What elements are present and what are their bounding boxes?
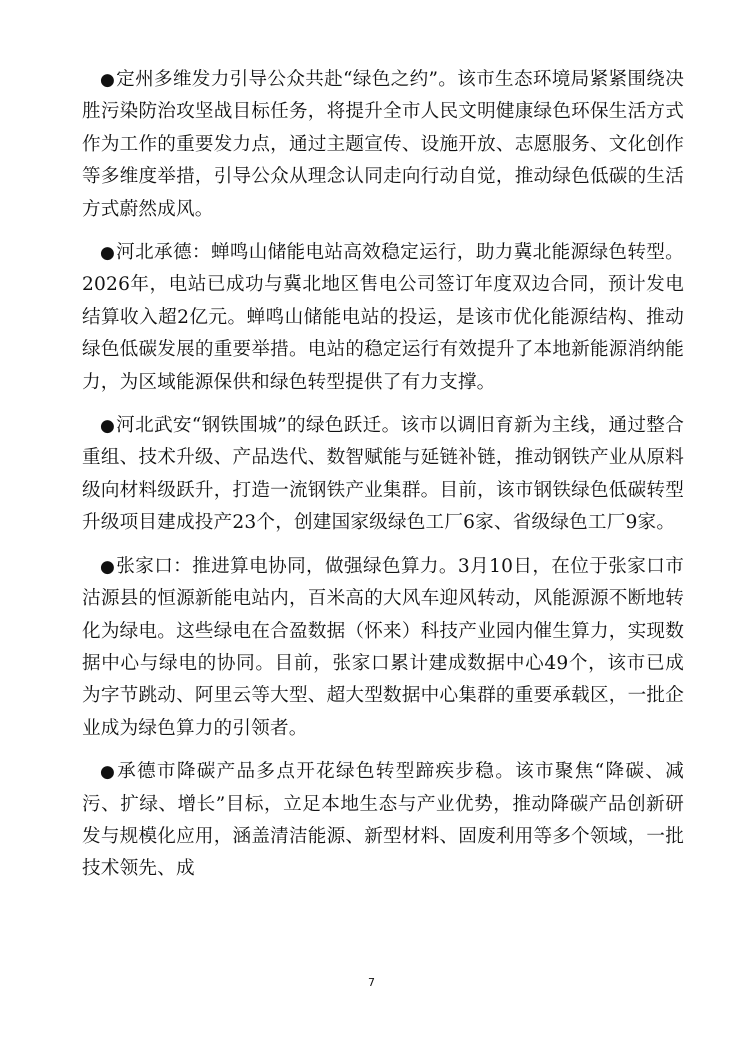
paragraph-wuan-steel <box>82 410 684 540</box>
paragraph-chengde-carbon <box>82 756 684 886</box>
paragraph-chengde-storage <box>82 237 684 399</box>
paragraph-text: 承德市降碳产品多点开花绿色转型蹄疾步稳。该市聚焦“降碳、减污、扩绿、增长”目标，立足本地生态与产业优势，推动降碳产品创新研发与规模化应用，涵盖清洁能源、新型材料、固废利用等多个领域，一批技术领先、成 <box>82 761 684 880</box>
bullet-icon: ● <box>100 243 116 264</box>
bullet-icon: ● <box>100 416 116 437</box>
document-body <box>82 64 684 897</box>
bullet-icon: ● <box>100 762 117 783</box>
paragraph-dingzhou <box>82 64 684 226</box>
paragraph-text: 张家口：推进算电协同，做强绿色算力。3月10日，在位于张家口市沽源县的恒源新能电站内，百米高的大风车迎风转动，风能源源不断地转化为绿电。这些绿电在合盈数据（怀来）科技产业园内催生算力，实现数据中心与绿电的协同。目前，张家口累计建成数据中心49个，该市已成为字节跳动、阿里云等大型、超大型数据中心集群的重要承载区，一批企业成为绿色算力的引领者。 <box>82 555 684 739</box>
page-number: 7 <box>368 976 375 989</box>
paragraph-text: 定州多维发力引导公众共赴“绿色之约”。该市生态环境局紧紧围绕决胜污染防治攻坚战目标任务，将提升全市人民文明健康绿色环保生活方式作为工作的重要发力点，通过主题宣传、设施开放、志愿服务、文化创作等多维度举措，引导公众从理念认同走向行动自觉，推动绿色低碳的生活方式蔚然成风。 <box>82 69 684 220</box>
paragraph-zhangjiakou <box>82 551 684 745</box>
bullet-icon: ● <box>100 70 116 90</box>
bullet-icon: ● <box>100 556 116 577</box>
paragraph-text: 河北武安“钢铁围城”的绿色跃迁。该市以调旧育新为主线，通过整合重组、技术升级、产品迭代、数智赋能与延链补链，推动钢铁产业从原料级向材料级跃升，打造一流钢铁产业集群。目前，该市钢铁绿色低碳转型升级项目建成投产23个，创建国家级绿色工厂6家、省级绿色工厂9家。 <box>82 415 684 534</box>
paragraph-text: 河北承德：蝉鸣山储能电站高效稳定运行，助力冀北能源绿色转型。2026年，电站已成功与冀北地区售电公司签订年度双边合同，预计发电结算收入超2亿元。蝉鸣山储能电站的投运，是该市优化能源结构、推动绿色低碳发展的重要举措。电站的稳定运行有效提升了本地新能源消纳能力，为区域能源保供和绿色转型提供了有力支撑。 <box>82 242 684 393</box>
